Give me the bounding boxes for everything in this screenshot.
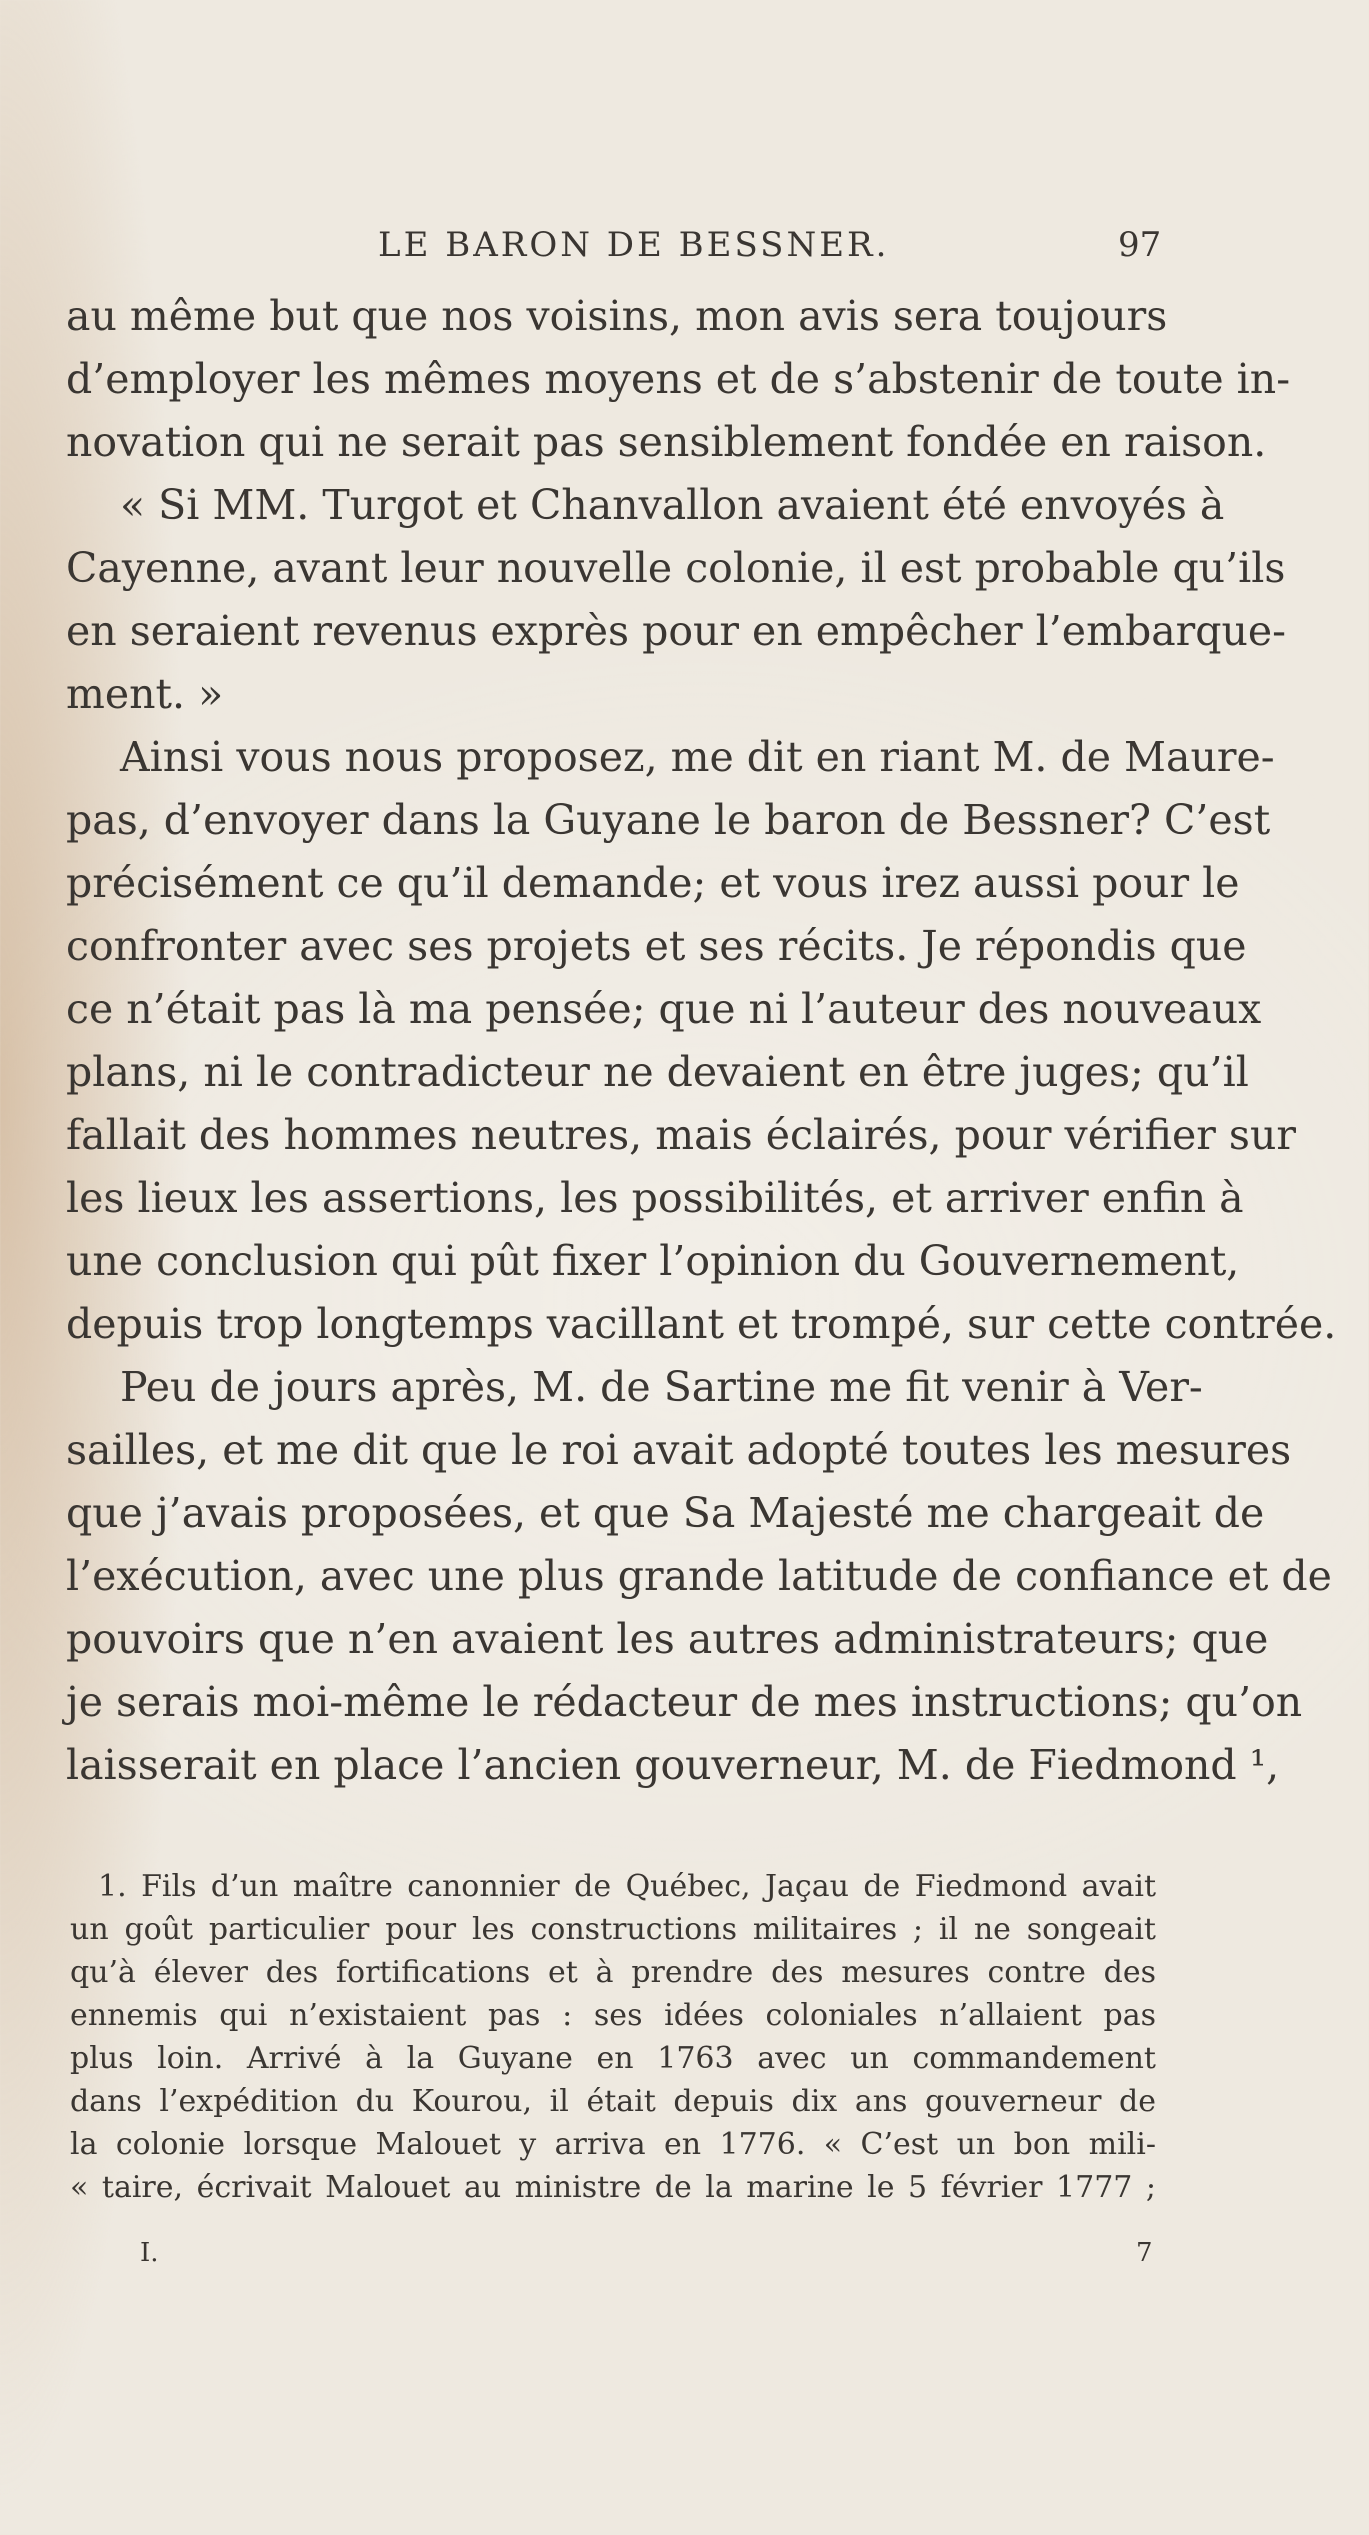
- body-line: confronter avec ses projets et ses récits. Je répondis que: [66, 922, 1247, 970]
- body-line: je serais moi-même le rédacteur de mes instructions; qu’on: [66, 1678, 1303, 1726]
- footnote-line: la colonie lorsque Malouet y arriva en 1776. « C’est un bon mili-: [70, 2127, 1156, 2162]
- body-line: les lieux les assertions, les possibilités, et arriver enfin à: [66, 1174, 1244, 1222]
- body-line: une conclusion qui pût fixer l’opinion du Gouvernement,: [66, 1237, 1240, 1285]
- signature-volume: I.: [140, 2238, 159, 2268]
- body-line: au même but que nos voisins, mon avis sera toujours: [66, 292, 1168, 340]
- body-line: d’employer les mêmes moyens et de s’abstenir de toute in-: [66, 355, 1291, 403]
- running-head: LE BARON DE BESSNER.: [378, 225, 890, 265]
- body-line: ment. »: [66, 670, 224, 718]
- body-line: sailles, et me dit que le roi avait adopté toutes les mesures: [66, 1426, 1292, 1474]
- body-line: Peu de jours après, M. de Sartine me fit venir à Ver-: [120, 1363, 1203, 1411]
- body-line: fallait des hommes neutres, mais éclairés, pour vérifier sur: [66, 1111, 1296, 1159]
- body-line: laisserait en place l’ancien gouverneur, M. de Fiedmond ¹,: [66, 1741, 1280, 1789]
- body-line: précisément ce qu’il demande; et vous irez aussi pour le: [66, 859, 1240, 907]
- body-line: pouvoirs que n’en avaient les autres administrateurs; que: [66, 1615, 1269, 1663]
- body-line: Cayenne, avant leur nouvelle colonie, il est probable qu’ils: [66, 544, 1286, 592]
- footnote-line: ennemis qui n’existaient pas : ses idées coloniales n’allaient pas: [70, 1998, 1156, 2033]
- body-line: l’exécution, avec une plus grande latitude de confiance et de: [66, 1552, 1332, 1600]
- body-line: en seraient revenus exprès pour en empêcher l’embarque-: [66, 607, 1287, 655]
- page-number: 97: [1118, 225, 1162, 265]
- footnote-line: qu’à élever des fortifications et à prendre des mesures contre des: [70, 1955, 1156, 1990]
- footnote-line: « taire, écrivait Malouet au ministre de la marine le 5 février 1777 ;: [70, 2170, 1156, 2205]
- body-line: plans, ni le contradicteur ne devaient en être juges; qu’il: [66, 1048, 1249, 1096]
- footnote-line: plus loin. Arrivé à la Guyane en 1763 avec un commandement: [70, 2041, 1156, 2076]
- footnote-line: un goût particulier pour les constructions militaires ; il ne songeait: [70, 1912, 1156, 1947]
- footnote-line: dans l’expédition du Kourou, il était depuis dix ans gouverneur de: [70, 2084, 1156, 2119]
- body-line: novation qui ne serait pas sensiblement fondée en raison.: [66, 418, 1267, 466]
- signature-sheet: 7: [1136, 2238, 1153, 2268]
- body-line: « Si MM. Turgot et Chanvallon avaient été envoyés à: [120, 481, 1225, 529]
- body-line: pas, d’envoyer dans la Guyane le baron de Bessner? C’est: [66, 796, 1271, 844]
- footnote-line: 1. Fils d’un maître canonnier de Québec, Jaçau de Fiedmond avait: [98, 1869, 1156, 1904]
- body-line: ce n’était pas là ma pensée; que ni l’auteur des nouveaux: [66, 985, 1262, 1033]
- body-line: que j’avais proposées, et que Sa Majesté me chargeait de: [66, 1489, 1265, 1537]
- body-line: depuis trop longtemps vacillant et trompé, sur cette contrée.: [66, 1300, 1337, 1348]
- body-line: Ainsi vous nous proposez, me dit en riant M. de Maure-: [120, 733, 1275, 781]
